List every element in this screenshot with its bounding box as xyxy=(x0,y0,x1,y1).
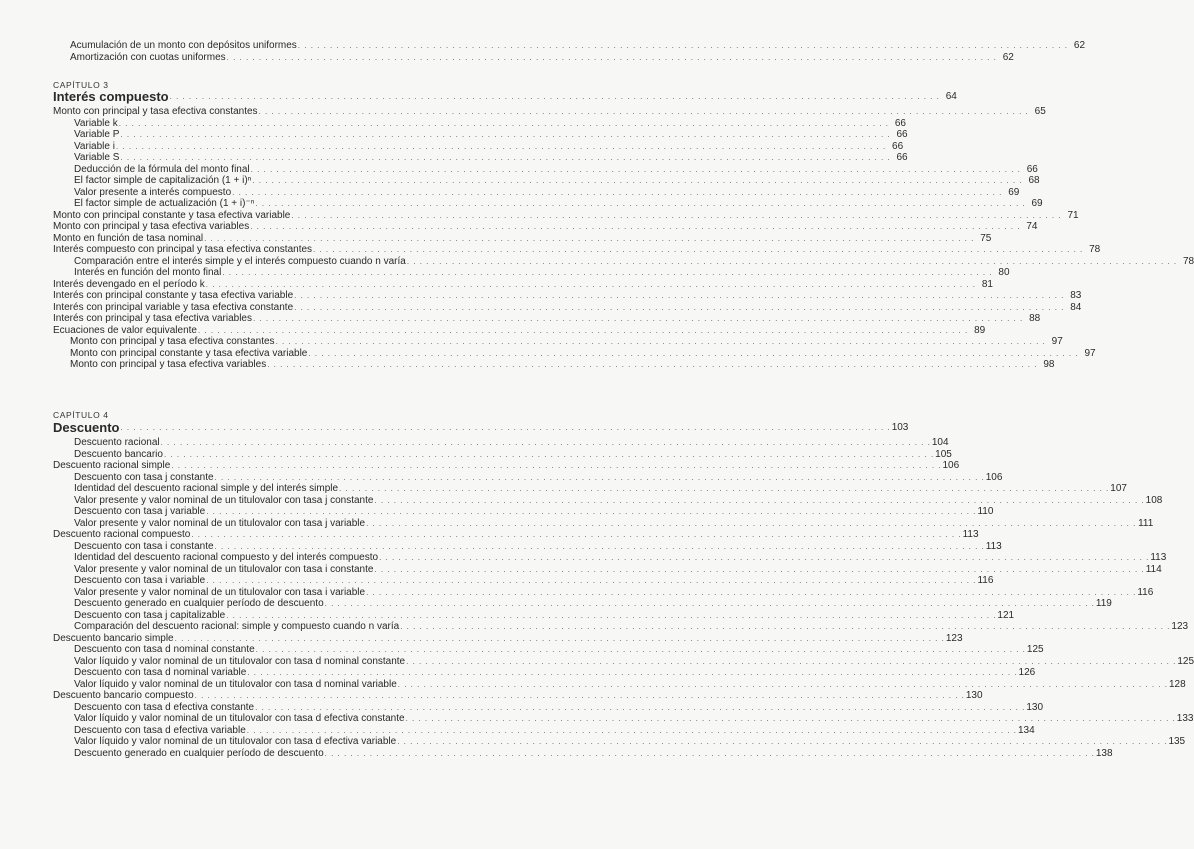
dot-leader: . . . . . . . . . . . . . . . . . . . . . . . . . . . . . . . . . . . . . . . . . . . . . . . . . . . . . . . . . . . . . . . . . . . . . . . . . . . . . . . . . . . . . . . . . . . . . . . . . . . . . . . . . . . . . . . . . . . . . . . . xyxy=(255,702,1026,712)
toc-entry[interactable] xyxy=(74,621,1189,632)
toc-entry[interactable] xyxy=(74,448,952,460)
toc-entry[interactable] xyxy=(74,198,1043,209)
toc-entry-text: Monto con principal constante y tasa efectiva variable xyxy=(53,209,291,221)
toc-entry-text: Variable k xyxy=(74,117,118,129)
toc-page-number: 138 xyxy=(1095,747,1113,759)
toc-entry-text: Descuento con tasa i constante xyxy=(74,540,214,552)
toc-page-number: 113 xyxy=(985,540,1002,552)
dot-leader: . . . . . . . . . . . . . . . . . . . . . . . . . . . . . . . . . . . . . . . . . . . . . . . . . . . . . . . . . . . . . . . . . . . . . . . . . . . . . . . . . . . . . . . . . . . . . . . . . . . . . . . . . . . . . . . . . . . . . . . . xyxy=(294,291,1065,300)
toc-entry[interactable] xyxy=(74,747,1113,759)
toc-entry-text: Deducción de la fórmula del monto final xyxy=(74,163,250,175)
toc-entry[interactable] xyxy=(53,232,992,244)
toc-page-number: 97 xyxy=(1084,347,1096,359)
toc-page-number: 107 xyxy=(1110,483,1127,494)
dot-leader: . . . . . . . . . . . . . . . . . . . . . . . . . . . . . . . . . . . . . . . . . . . . . . . . . . . . . . . . . . . . . . . . . . . . . . . . . . . . . . . . . . . . . . . . . . . . . . . . . . . . . . . . . . . . . . . . . . . . . . . . xyxy=(194,691,965,700)
toc-entry[interactable] xyxy=(74,701,1044,713)
toc-entry-text: Valor presente y valor nominal de un titulovalor con tasa j variable xyxy=(74,517,366,529)
toc-entry[interactable] xyxy=(70,51,1014,63)
toc-entry[interactable] xyxy=(74,494,1163,506)
toc-entry[interactable] xyxy=(53,313,1041,324)
toc-entry[interactable] xyxy=(74,506,994,517)
toc-entry[interactable] xyxy=(70,347,1096,359)
toc-page-number: 128 xyxy=(1169,678,1186,690)
toc-entry-text: El factor simple de actualización (1 + i)⁻ⁿ xyxy=(74,198,255,209)
toc-page-number: 69 xyxy=(1008,186,1020,198)
toc-entry[interactable] xyxy=(53,278,993,290)
dot-leader: . . . . . . . . . . . . . . . . . . . . . . . . . . . . . . . . . . . . . . . . . . . . . . . . . . . . . . . . . . . . . . . . . . . . . . . . . . . . . . . . . . . . . . . . . . . . . . . . . . . . . . . . . . . . . . . . . . . . . . . . xyxy=(308,348,1079,358)
toc-entry[interactable] xyxy=(74,609,1015,621)
dot-leader: . . . . . . . . . . . . . . . . . . . . . . . . . . . . . . . . . . . . . . . . . . . . . . . . . . . . . . . . . . . . . . . . . . . . . . . . . . . . . . . . . . . . . . . . . . . . . . . . . . . . . . . . . . . . . . . . . . . . . . . . xyxy=(400,622,1171,631)
toc-entry[interactable] xyxy=(74,644,1044,655)
toc-page-number: 103 xyxy=(891,422,909,433)
dot-leader: . . . . . . . . . . . . . . . . . . . . . . . . . . . . . . . . . . . . . . . . . . . . . . . . . . . . . . . . . . . . . . . . . . . . . . . . . . . . . . . . . . . . . . . . . . . . . . . . . . . . . . . . . . . . . . . . . . . . . . . . xyxy=(294,302,1065,312)
toc-entry-text: Interés con principal variable y tasa efectiva constante xyxy=(53,301,294,313)
toc-page-number: 89 xyxy=(974,324,986,336)
toc-page-number: 119 xyxy=(1095,598,1112,609)
toc-entry-text: Valor presente y valor nominal de un titulovalor con tasa i variable xyxy=(74,586,366,598)
toc-entry-text: Descuento con tasa j variable xyxy=(74,506,206,517)
toc-entry-text: Interés con principal constante y tasa efectiva variable xyxy=(53,290,294,301)
toc-page-number: 81 xyxy=(981,278,993,290)
toc-page-number: 126 xyxy=(1018,667,1036,678)
dot-leader: . . . . . . . . . . . . . . . . . . . . . . . . . . . . . . . . . . . . . . . . . . . . . . . . . . . . . . . . . . . . . . . . . . . . . . . . . . . . . . . . . . . . . . . . . . . . . . . . . . . . . . . . . . . . . . . . . . . . . . . . xyxy=(275,337,1046,346)
toc-entry-text: Descuento racional compuesto xyxy=(53,529,191,540)
dot-leader: . . . . . . . . . . . . . . . . . . . . . . . . . . . . . . . . . . . . . . . . . . . . . . . . . . . . . . . . . . . . . . . . . . . . . . . . . . . . . . . . . . . . . . . . . . . . . . . . . . . . . . . . . . . . . . . . . . . . . . . . xyxy=(255,645,1026,654)
dot-leader: . . . . . . . . . . . . . . . . . . . . . . . . . . . . . . . . . . . . . . . . . . . . . . . . . . . . . . . . . . . . . . . . . . . . . . . . . . . . . . . . . . . . . . . . . . . . . . . . . . . . . . . . . . . . . . . . . . . . . . . . xyxy=(267,360,1038,369)
toc-entry[interactable] xyxy=(74,163,1038,175)
toc-page-number: 113 xyxy=(1150,552,1167,563)
toc-page-number: 66 xyxy=(894,117,906,129)
dot-leader: . . . . . . . . . . . . . . . . . . . . . . . . . . . . . . . . . . . . . . . . . . . . . . . . . . . . . . . . . . . . . . . . . . . . . . . . . . . . . . . . . . . . . . . . . . . . . . . . . . . . . . . . . . . . . . . . . . . . . . . . xyxy=(120,423,891,432)
toc-entry-text: Monto con principal y tasa efectiva constantes xyxy=(53,106,258,117)
dot-leader: . . . . . . . . . . . . . . . . . . . . . . . . . . . . . . . . . . . . . . . . . . . . . . . . . . . . . . . . . . . . . . . . . . . . . . . . . . . . . . . . . . . . . . . . . . . . . . . . . . . . . . . . . . . . . . . . . . . . . . . . xyxy=(232,187,1003,197)
toc-entry[interactable] xyxy=(53,301,1082,313)
dot-leader: . . . . . . . . . . . . . . . . . . . . . . . . . . . . . . . . . . . . . . . . . . . . . . . . . . . . . . . . . . . . . . . . . . . . . . . . . . . . . . . . . . . . . . . . . . . . . . . . . . . . . . . . . . . . . . . . . . . . . . . . xyxy=(374,495,1145,505)
dot-leader: . . . . . . . . . . . . . . . . . . . . . . . . . . . . . . . . . . . . . . . . . . . . . . . . . . . . . . . . . . . . . . . . . . . . . . . . . . . . . . . . . . . . . . . . . . . . . . . . . . . . . . . . . . . . . . . . . . . . . . . . xyxy=(206,576,977,585)
toc-entry-text: Descuento con tasa d nominal constante xyxy=(74,644,255,655)
toc-entry-text: Descuento bancario simple xyxy=(53,632,174,644)
toc-page-number: 116 xyxy=(977,575,994,586)
toc-page-number: 66 xyxy=(892,140,904,152)
toc-page-number: 80 xyxy=(998,267,1010,278)
toc-entry[interactable] xyxy=(74,140,904,152)
dot-leader: . . . . . . . . . . . . . . . . . . . . . . . . . . . . . . . . . . . . . . . . . . . . . . . . . . . . . . . . . . . . . . . . . . . . . . . . . . . . . . . . . . . . . . . . . . . . . . . . . . . . . . . . . . . . . . . . . . . . . . . . xyxy=(160,438,931,447)
toc-entry[interactable] xyxy=(70,359,1055,370)
toc-entry-text: Monto en función de tasa nominal xyxy=(53,232,204,244)
toc-entry[interactable] xyxy=(74,575,994,586)
toc-entry[interactable] xyxy=(53,690,983,701)
toc-entry-text: Descuento bancario compuesto xyxy=(53,690,194,701)
toc-page-number: 69 xyxy=(1031,198,1043,209)
toc-page-number: 116 xyxy=(1137,586,1154,598)
toc-entry-text: Ecuaciones de valor equivalente xyxy=(53,324,197,336)
dot-leader: . . . . . . . . . . . . . . . . . . . . . . . . . . . . . . . . . . . . . . . . . . . . . . . . . . . . . . . . . . . . . . . . . . . . . . . . . . . . . . . . . . . . . . . . . . . . . . . . . . . . . . . . . . . . . . . . . . . . . . . . xyxy=(366,587,1137,597)
toc-entry-text: Descuento con tasa d nominal variable xyxy=(74,667,247,678)
toc-page-number: 121 xyxy=(997,609,1015,621)
dot-leader: . . . . . . . . . . . . . . . . . . . . . . . . . . . . . . . . . . . . . . . . . . . . . . . . . . . . . . . . . . . . . . . . . . . . . . . . . . . . . . . . . . . . . . . . . . . . . . . . . . . . . . . . . . . . . . . . . . . . . . . . xyxy=(250,164,1021,174)
toc-entry-text: Interés con principal y tasa efectiva variables xyxy=(53,313,252,324)
toc-entry[interactable] xyxy=(53,324,986,336)
toc-page-number: 88 xyxy=(1029,313,1041,324)
toc-page-number: 78 xyxy=(1089,244,1101,255)
toc-entry[interactable] xyxy=(74,117,906,129)
dot-leader: . . . . . . . . . . . . . . . . . . . . . . . . . . . . . . . . . . . . . . . . . . . . . . . . . . . . . . . . . . . . . . . . . . . . . . . . . . . . . . . . . . . . . . . . . . . . . . . . . . . . . . . . . . . . . . . . . . . . . . . . xyxy=(379,553,1150,562)
toc-page-number: 71 xyxy=(1067,209,1079,221)
toc-entry-text: Acumulación de un monto con depósitos uniformes xyxy=(70,40,297,51)
toc-entry-text: Variable S xyxy=(74,152,120,163)
toc-entry-text: Descuento con tasa i variable xyxy=(74,575,206,586)
toc-entry[interactable] xyxy=(74,563,1162,575)
toc-page-number: 130 xyxy=(1026,701,1044,713)
dot-leader: . . . . . . . . . . . . . . . . . . . . . . . . . . . . . . . . . . . . . . . . . . . . . . . . . . . . . . . . . . . . . . . . . . . . . . . . . . . . . . . . . . . . . . . . . . . . . . . . . . . . . . . . . . . . . . . . . . . . . . . . xyxy=(246,725,1017,735)
dot-leader: . . . . . . . . . . . . . . . . . . . . . . . . . . . . . . . . . . . . . . . . . . . . . . . . . . . . . . . . . . . . . . . . . . . . . . . . . . . . . . . . . . . . . . . . . . . . . . . . . . . . . . . . . . . . . . . . . . . . . . . . xyxy=(115,141,887,151)
toc-entry[interactable] xyxy=(53,290,1082,301)
toc-page-number: 123 xyxy=(1171,621,1189,632)
toc-entry[interactable] xyxy=(74,152,908,163)
toc-entry[interactable] xyxy=(70,40,1086,51)
chapter-title[interactable] xyxy=(53,420,909,435)
toc-entry[interactable] xyxy=(74,598,1112,609)
dot-leader: . . . . . . . . . . . . . . . . . . . . . . . . . . . . . . . . . . . . . . . . . . . . . . . . . . . . . . . . . . . . . . . . . . . . . . . . . . . . . . . . . . . . . . . . . . . . . . . . . . . . . . . . . . . . . . . . . . . . . . . . xyxy=(374,564,1145,574)
dot-leader: . . . . . . . . . . . . . . . . . . . . . . . . . . . . . . . . . . . . . . . . . . . . . . . . . . . . . . . . . . . . . . . . . . . . . . . . . . . . . . . . . . . . . . . . . . . . . . . . . . . . . . . . . . . . . . . . . . . . . . . . xyxy=(253,314,1024,323)
toc-page-number: 66 xyxy=(1026,163,1038,175)
toc-entry-text: Monto con principal y tasa efectiva constantes xyxy=(70,336,275,347)
toc-page-number: 75 xyxy=(980,232,992,244)
dot-leader: . . . . . . . . . . . . . . . . . . . . . . . . . . . . . . . . . . . . . . . . . . . . . . . . . . . . . . . . . . . . . . . . . . . . . . . . . . . . . . . . . . . . . . . . . . . . . . . . . . . . . . . . . . . . . . . . . . . . . . . . xyxy=(252,176,1023,185)
toc-page-number: 108 xyxy=(1145,494,1163,506)
toc-page-number: 113 xyxy=(962,529,979,540)
dot-leader: . . . . . . . . . . . . . . . . . . . . . . . . . . . . . . . . . . . . . . . . . . . . . . . . . . . . . . . . . . . . . . . . . . . . . . . . . . . . . . . . . . . . . . . . . . . . . . . . . . . . . . . . . . . . . . . . . . . . . . . . xyxy=(214,541,985,551)
toc-page-number: 106 xyxy=(985,471,1003,483)
toc-entry[interactable] xyxy=(74,586,1154,598)
toc-entry-text: Valor presente y valor nominal de un titulovalor con tasa j constante xyxy=(74,494,374,506)
toc-entry[interactable] xyxy=(53,106,1046,117)
toc-page-number: 66 xyxy=(896,152,908,163)
toc-page-number: 62 xyxy=(1002,51,1014,63)
toc-entry-text: Monto con principal constante y tasa efectiva variable xyxy=(70,347,308,359)
toc-page-number: 130 xyxy=(965,690,983,701)
toc-page-number: 125 xyxy=(1026,644,1044,655)
toc-entry[interactable] xyxy=(74,186,1020,198)
dot-leader: . . . . . . . . . . . . . . . . . . . . . . . . . . . . . . . . . . . . . . . . . . . . . . . . . . . . . . . . . . . . . . . . . . . . . . . . . . . . . . . . . . . . . . . . . . . . . . . . . . . . . . . . . . . . . . . . . . . . . . . . xyxy=(406,656,1177,666)
toc-entry[interactable] xyxy=(53,529,979,540)
dot-leader: . . . . . . . . . . . . . . . . . . . . . . . . . . . . . . . . . . . . . . . . . . . . . . . . . . . . . . . . . . . . . . . . . . . . . . . . . . . . . . . . . . . . . . . . . . . . . . . . . . . . . . . . . . . . . . . . . . . . . . . . xyxy=(120,153,891,162)
toc-entry[interactable] xyxy=(74,655,1194,667)
dot-leader: . . . . . . . . . . . . . . . . . . . . . . . . . . . . . . . . . . . . . . . . . . . . . . . . . . . . . . . . . . . . . . . . . . . . . . . . . . . . . . . . . . . . . . . . . . . . . . . . . . . . . . . . . . . . . . . . . . . . . . . . xyxy=(324,599,1095,608)
toc-entry-text: Monto con principal y tasa efectiva variables xyxy=(70,359,267,370)
dot-leader: . . . . . . . . . . . . . . . . . . . . . . . . . . . . . . . . . . . . . . . . . . . . . . . . . . . . . . . . . . . . . . . . . . . . . . . . . . . . . . . . . . . . . . . . . . . . . . . . . . . . . . . . . . . . . . . . . . . . . . . . xyxy=(255,199,1026,208)
toc-entry[interactable] xyxy=(53,460,960,471)
dot-leader: . . . . . . . . . . . . . . . . . . . . . . . . . . . . . . . . . . . . . . . . . . . . . . . . . . . . . . . . . . . . . . . . . . . . . . . . . . . . . . . . . . . . . . . . . . . . . . . . . . . . . . . . . . . . . . . . . . . . . . . . xyxy=(163,449,935,459)
toc-entry[interactable] xyxy=(53,244,1101,255)
dot-leader: . . . . . . . . . . . . . . . . . . . . . . . . . . . . . . . . . . . . . . . . . . . . . . . . . . . . . . . . . . . . . . . . . . . . . . . . . . . . . . . . . . . . . . . . . . . . . . . . . . . . . . . . . . . . . . . . . . . . . . . . xyxy=(226,610,997,620)
toc-entry-text: Interés devengado en el período k xyxy=(53,278,205,290)
dot-leader: . . . . . . . . . . . . . . . . . . . . . . . . . . . . . . . . . . . . . . . . . . . . . . . . . . . . . . . . . . . . . . . . . . . . . . . . . . . . . . . . . . . . . . . . . . . . . . . . . . . . . . . . . . . . . . . . . . . . . . . . xyxy=(366,518,1137,528)
toc-entry[interactable] xyxy=(74,678,1186,690)
dot-leader: . . . . . . . . . . . . . . . . . . . . . . . . . . . . . . . . . . . . . . . . . . . . . . . . . . . . . . . . . . . . . . . . . . . . . . . . . . . . . . . . . . . . . . . . . . . . . . . . . . . . . . . . . . . . . . . . . . . . . . . . xyxy=(258,107,1029,116)
toc-entry[interactable] xyxy=(74,471,1003,483)
toc-entry-text: Variable P xyxy=(74,129,120,140)
toc-page-number: 64 xyxy=(945,91,957,102)
toc-entry[interactable] xyxy=(74,540,1002,552)
dot-leader: . . . . . . . . . . . . . . . . . . . . . . . . . . . . . . . . . . . . . . . . . . . . . . . . . . . . . . . . . . . . . . . . . . . . . . . . . . . . . . . . . . . . . . . . . . . . . . . . . . . . . . . . . . . . . . . . . . . . . . . . xyxy=(313,245,1084,254)
toc-entry[interactable] xyxy=(53,221,1038,232)
toc-entry-text: Comparación entre el interés simple y el interés compuesto cuando n varía xyxy=(74,255,406,267)
dot-leader: . . . . . . . . . . . . . . . . . . . . . . . . . . . . . . . . . . . . . . . . . . . . . . . . . . . . . . . . . . . . . . . . . . . . . . . . . . . . . . . . . . . . . . . . . . . . . . . . . . . . . . . . . . . . . . . . . . . . . . . . xyxy=(397,679,1168,689)
dot-leader: . . . . . . . . . . . . . . . . . . . . . . . . . . . . . . . . . . . . . . . . . . . . . . . . . . . . . . . . . . . . . . . . . . . . . . . . . . . . . . . . . . . . . . . . . . . . . . . . . . . . . . . . . . . . . . . . . . . . . . . . xyxy=(226,52,997,62)
toc-entry-text: Descuento con tasa d efectiva constante xyxy=(74,701,255,713)
toc-page-number: 135 xyxy=(1168,736,1186,747)
toc-entry[interactable] xyxy=(53,632,963,644)
toc-entry[interactable] xyxy=(74,129,908,140)
toc-page-number: 110 xyxy=(977,506,994,517)
toc-entry[interactable] xyxy=(74,175,1040,186)
toc-page-number: 106 xyxy=(942,460,960,471)
toc-entry[interactable] xyxy=(74,736,1186,747)
toc-entry[interactable] xyxy=(74,255,1194,267)
toc-page-number: 123 xyxy=(945,632,963,644)
toc-entry-text: Valor presente a interés compuesto xyxy=(74,186,232,198)
toc-entry-text: Descuento con tasa j capitalizable xyxy=(74,609,226,621)
toc-entry[interactable] xyxy=(74,724,1035,736)
dot-leader: . . . . . . . . . . . . . . . . . . . . . . . . . . . . . . . . . . . . . . . . . . . . . . . . . . . . . . . . . . . . . . . . . . . . . . . . . . . . . . . . . . . . . . . . . . . . . . . . . . . . . . . . . . . . . . . . . . . . . . . . xyxy=(174,633,945,643)
dot-leader: . . . . . . . . . . . . . . . . . . . . . . . . . . . . . . . . . . . . . . . . . . . . . . . . . . . . . . . . . . . . . . . . . . . . . . . . . . . . . . . . . . . . . . . . . . . . . . . . . . . . . . . . . . . . . . . . . . . . . . . . xyxy=(197,325,969,335)
toc-page-number: 62 xyxy=(1073,40,1086,51)
toc-page-number: 97 xyxy=(1051,336,1063,347)
toc-entry-text: Descuento bancario xyxy=(74,448,163,460)
toc-entry-text: Valor presente y valor nominal de un titulovalor con tasa i constante xyxy=(74,563,374,575)
dot-leader: . . . . . . . . . . . . . . . . . . . . . . . . . . . . . . . . . . . . . . . . . . . . . . . . . . . . . . . . . . . . . . . . . . . . . . . . . . . . . . . . . . . . . . . . . . . . . . . . . . . . . . . . . . . . . . . . . . . . . . . . xyxy=(339,484,1110,493)
toc-entry-text: Valor líquido y valor nominal de un titulovalor con tasa d efectiva constante xyxy=(74,713,405,724)
toc-entry-text: Valor líquido y valor nominal de un titulovalor con tasa d efectiva variable xyxy=(74,736,397,747)
toc-entry[interactable] xyxy=(74,437,949,448)
dot-leader: . . . . . . . . . . . . . . . . . . . . . . . . . . . . . . . . . . . . . . . . . . . . . . . . . . . . . . . . . . . . . . . . . . . . . . . . . . . . . . . . . . . . . . . . . . . . . . . . . . . . . . . . . . . . . . . . . . . . . . . . xyxy=(297,41,1069,50)
toc-entry[interactable] xyxy=(74,517,1154,529)
toc-entry[interactable] xyxy=(74,267,1010,278)
toc-entry-text: Identidad del descuento racional simple y del interés simple xyxy=(74,483,339,494)
dot-leader: . . . . . . . . . . . . . . . . . . . . . . . . . . . . . . . . . . . . . . . . . . . . . . . . . . . . . . . . . . . . . . . . . . . . . . . . . . . . . . . . . . . . . . . . . . . . . . . . . . . . . . . . . . . . . . . . . . . . . . . . xyxy=(171,461,942,470)
dot-leader: . . . . . . . . . . . . . . . . . . . . . . . . . . . . . . . . . . . . . . . . . . . . . . . . . . . . . . . . . . . . . . . . . . . . . . . . . . . . . . . . . . . . . . . . . . . . . . . . . . . . . . . . . . . . . . . . . . . . . . . . xyxy=(222,268,993,277)
toc-entry-text: Valor líquido y valor nominal de un titulovalor con tasa d nominal constante xyxy=(74,655,406,667)
toc-entry-text: El factor simple de capitalización (1 + i)ⁿ xyxy=(74,175,252,186)
toc-entry-text: Interés compuesto xyxy=(53,89,169,104)
toc-page-number: 114 xyxy=(1145,563,1162,575)
chapter-title[interactable] xyxy=(53,89,957,104)
toc-entry[interactable] xyxy=(74,713,1194,724)
dot-leader: . . . . . . . . . . . . . . . . . . . . . . . . . . . . . . . . . . . . . . . . . . . . . . . . . . . . . . . . . . . . . . . . . . . . . . . . . . . . . . . . . . . . . . . . . . . . . . . . . . . . . . . . . . . . . . . . . . . . . . . . xyxy=(250,222,1021,231)
toc-entry-text: Descuento racional simple xyxy=(53,460,171,471)
toc-page-number: 83 xyxy=(1070,290,1082,301)
dot-leader: . . . . . . . . . . . . . . . . . . . . . . . . . . . . . . . . . . . . . . . . . . . . . . . . . . . . . . . . . . . . . . . . . . . . . . . . . . . . . . . . . . . . . . . . . . . . . . . . . . . . . . . . . . . . . . . . . . . . . . . . xyxy=(206,507,977,516)
toc-entry-text: Descuento con tasa d efectiva variable xyxy=(74,724,246,736)
toc-page-number: 68 xyxy=(1028,175,1040,186)
toc-page-number: 133 xyxy=(1176,713,1194,724)
toc-entry-text: Descuento con tasa j constante xyxy=(74,471,214,483)
dot-leader: . . . . . . . . . . . . . . . . . . . . . . . . . . . . . . . . . . . . . . . . . . . . . . . . . . . . . . . . . . . . . . . . . . . . . . . . . . . . . . . . . . . . . . . . . . . . . . . . . . . . . . . . . . . . . . . . . . . . . . . . xyxy=(247,668,1018,677)
dot-leader: . . . . . . . . . . . . . . . . . . . . . . . . . . . . . . . . . . . . . . . . . . . . . . . . . . . . . . . . . . . . . . . . . . . . . . . . . . . . . . . . . . . . . . . . . . . . . . . . . . . . . . . . . . . . . . . . . . . . . . . . xyxy=(205,279,976,289)
toc-entry-text: Descuento xyxy=(53,420,120,435)
dot-leader: . . . . . . . . . . . . . . . . . . . . . . . . . . . . . . . . . . . . . . . . . . . . . . . . . . . . . . . . . . . . . . . . . . . . . . . . . . . . . . . . . . . . . . . . . . . . . . . . . . . . . . . . . . . . . . . . . . . . . . . . xyxy=(214,472,985,482)
chapter-label: CAPÍTULO 4 xyxy=(53,410,109,420)
toc-entry[interactable] xyxy=(53,209,1079,221)
toc-page-number: 105 xyxy=(935,448,952,460)
toc-page-number: 65 xyxy=(1034,106,1046,117)
toc-entry-text: Valor líquido y valor nominal de un titulovalor con tasa d nominal variable xyxy=(74,678,397,690)
dot-leader: . . . . . . . . . . . . . . . . . . . . . . . . . . . . . . . . . . . . . . . . . . . . . . . . . . . . . . . . . . . . . . . . . . . . . . . . . . . . . . . . . . . . . . . . . . . . . . . . . . . . . . . . . . . . . . . . . . . . . . . . xyxy=(405,714,1176,723)
toc-entry-text: Descuento generado en cualquier período de descuento xyxy=(74,598,324,609)
toc-entry[interactable] xyxy=(74,552,1167,563)
toc-page-number: 125 xyxy=(1177,655,1194,667)
toc-entry-text: Descuento racional xyxy=(74,437,160,448)
dot-leader: . . . . . . . . . . . . . . . . . . . . . . . . . . . . . . . . . . . . . . . . . . . . . . . . . . . . . . . . . . . . . . . . . . . . . . . . . . . . . . . . . . . . . . . . . . . . . . . . . . . . . . . . . . . . . . . . . . . . . . . . xyxy=(118,118,889,128)
dot-leader: . . . . . . . . . . . . . . . . . . . . . . . . . . . . . . . . . . . . . . . . . . . . . . . . . . . . . . . . . . . . . . . . . . . . . . . . . . . . . . . . . . . . . . . . . . . . . . . . . . . . . . . . . . . . . . . . . . . . . . . . xyxy=(291,210,1062,220)
toc-page-number: 66 xyxy=(896,129,908,140)
toc-page-number: 134 xyxy=(1018,724,1035,736)
toc-entry[interactable] xyxy=(74,483,1127,494)
toc-entry-text: Monto con principal y tasa efectiva variables xyxy=(53,221,250,232)
dot-leader: . . . . . . . . . . . . . . . . . . . . . . . . . . . . . . . . . . . . . . . . . . . . . . . . . . . . . . . . . . . . . . . . . . . . . . . . . . . . . . . . . . . . . . . . . . . . . . . . . . . . . . . . . . . . . . . . . . . . . . . . xyxy=(169,92,940,101)
dot-leader: . . . . . . . . . . . . . . . . . . . . . . . . . . . . . . . . . . . . . . . . . . . . . . . . . . . . . . . . . . . . . . . . . . . . . . . . . . . . . . . . . . . . . . . . . . . . . . . . . . . . . . . . . . . . . . . . . . . . . . . . xyxy=(204,233,975,243)
toc-page-number: 98 xyxy=(1043,359,1055,370)
toc-entry[interactable] xyxy=(74,667,1036,678)
toc-entry-text: Interés en función del monto final xyxy=(74,267,222,278)
chapter-label: CAPÍTULO 3 xyxy=(53,80,109,90)
toc-page-number: 111 xyxy=(1138,517,1154,529)
toc-entry-text: Amortización con cuotas uniformes xyxy=(70,51,226,63)
dot-leader: . . . . . . . . . . . . . . . . . . . . . . . . . . . . . . . . . . . . . . . . . . . . . . . . . . . . . . . . . . . . . . . . . . . . . . . . . . . . . . . . . . . . . . . . . . . . . . . . . . . . . . . . . . . . . . . . . . . . . . . . xyxy=(406,256,1178,266)
toc-entry-text: Descuento generado en cualquier período de descuento xyxy=(74,747,324,759)
toc-page-number: 84 xyxy=(1070,301,1082,313)
toc-page-number: 74 xyxy=(1026,221,1038,232)
toc-entry-text: Comparación del descuento racional: simple y compuesto cuando n varía xyxy=(74,621,400,632)
toc-page-number: 78 xyxy=(1182,255,1194,267)
toc-entry-text: Variable i xyxy=(74,140,115,152)
dot-leader: . . . . . . . . . . . . . . . . . . . . . . . . . . . . . . . . . . . . . . . . . . . . . . . . . . . . . . . . . . . . . . . . . . . . . . . . . . . . . . . . . . . . . . . . . . . . . . . . . . . . . . . . . . . . . . . . . . . . . . . . xyxy=(120,130,891,139)
dot-leader: . . . . . . . . . . . . . . . . . . . . . . . . . . . . . . . . . . . . . . . . . . . . . . . . . . . . . . . . . . . . . . . . . . . . . . . . . . . . . . . . . . . . . . . . . . . . . . . . . . . . . . . . . . . . . . . . . . . . . . . . xyxy=(397,737,1168,746)
toc-page-number: 104 xyxy=(931,437,949,448)
toc-entry-text: Interés compuesto con principal y tasa efectiva constantes xyxy=(53,244,313,255)
toc-entry[interactable] xyxy=(70,336,1063,347)
dot-leader: . . . . . . . . . . . . . . . . . . . . . . . . . . . . . . . . . . . . . . . . . . . . . . . . . . . . . . . . . . . . . . . . . . . . . . . . . . . . . . . . . . . . . . . . . . . . . . . . . . . . . . . . . . . . . . . . . . . . . . . . xyxy=(324,748,1095,758)
dot-leader: . . . . . . . . . . . . . . . . . . . . . . . . . . . . . . . . . . . . . . . . . . . . . . . . . . . . . . . . . . . . . . . . . . . . . . . . . . . . . . . . . . . . . . . . . . . . . . . . . . . . . . . . . . . . . . . . . . . . . . . . xyxy=(191,530,962,539)
toc-entry-text: Identidad del descuento racional compuesto y del interés compuesto xyxy=(74,552,379,563)
